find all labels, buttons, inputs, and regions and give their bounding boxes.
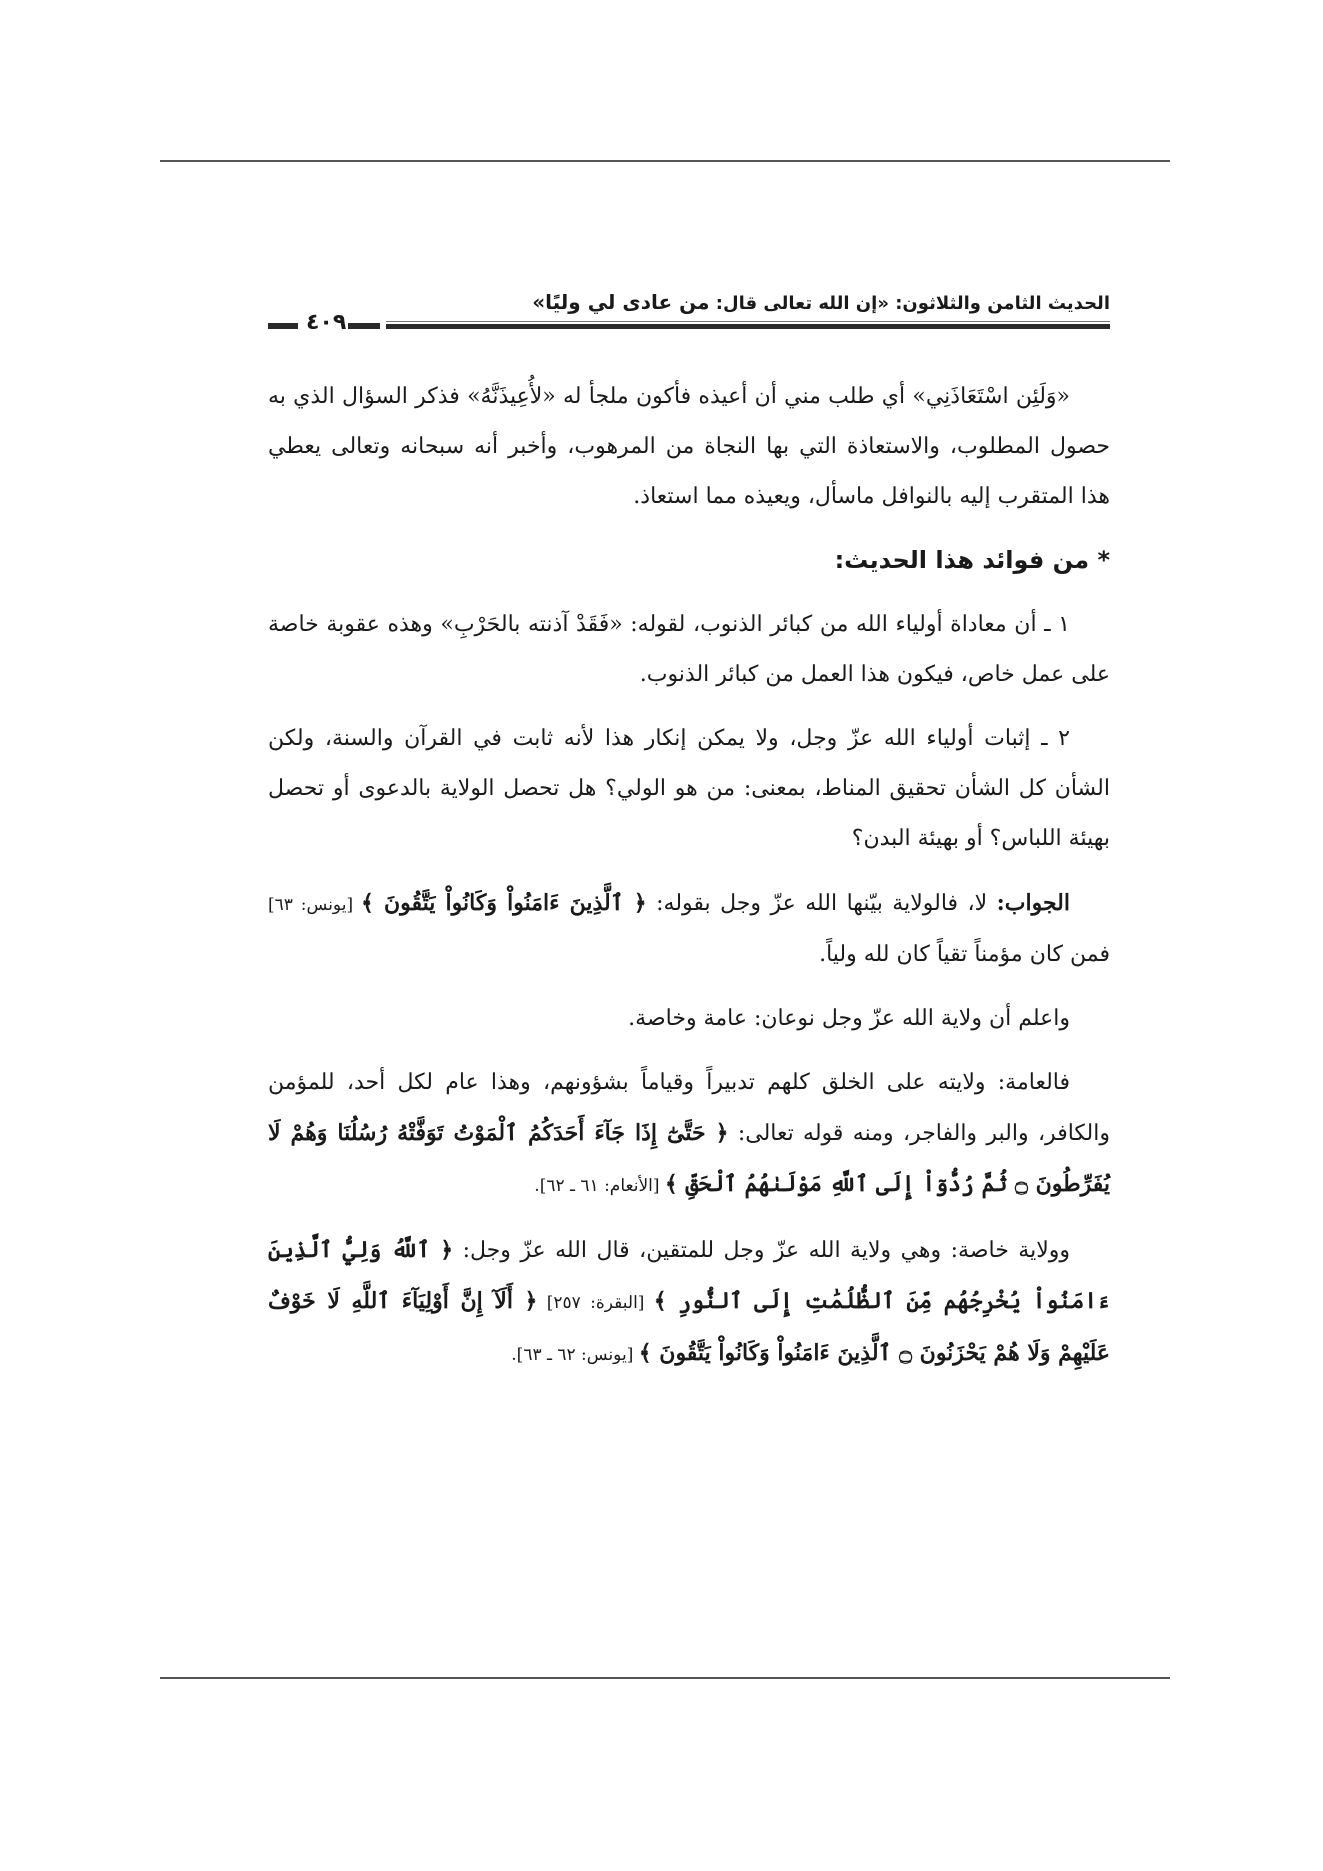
- paragraph-7: [268, 1225, 1110, 1380]
- verse-reference: [البقرة: ٢٥٧]: [537, 1293, 654, 1313]
- verse-reference: [يونس: ٦٣]: [268, 895, 361, 915]
- page-number-left-bar: [268, 323, 298, 329]
- paragraph-7-text: وولاية خاصة: وهي ولاية الله عزّ وجل للمتقين، قال الله عزّ وجل:: [453, 1238, 1070, 1263]
- verse-reference: [يونس: ٦٢ ـ ٦٣].: [511, 1345, 639, 1365]
- quran-verse: ﴿ أَلَآ إِنَّ أَوْلِيَآءَ ٱللَّهِ لَا خَوْفٌ عَلَيْهِمْ وَلَا هُمْ يَحْزَنُونَ ۝ ٱلَّذِينَ ءَامَنُواْ وَكَانُواْ يَتَّقُونَ ﴾: [268, 1288, 1110, 1366]
- header-title-prefix: الحديث الثامن والثلاثون: «إن الله تعالى قال:: [709, 293, 1110, 314]
- page-number-right-bar: [348, 323, 380, 329]
- paragraph-1: «وَلَئِن اسْتَعَاذَنِي» أي طلب مني أن أعيذه فأكون ملجأ له «لأُعِيذَنَّهُ» فذكر السؤال الذي به حصول المطلوب، والاستعاذة التي بها النجاة من المرهوب، وأخبر أنه سبحانه وتعالى يعطي هذا المتقرب إليه بالنوافل ماسأل، ويعيذه مما استعاذ.: [268, 384, 1110, 509]
- answer-label: الجواب:: [996, 890, 1070, 916]
- quran-verse: ﴿ حَتَّىٰٓ إِذَا جَآءَ أَحَدَكُمُ ٱلْمَوْتُ تَوَفَّتْهُ رُسُلُنَا وَهُمْ لَا يُفَرِّطُونَ ۝ ثُمَّ رُدُّوٓاْ إِلَى ٱللَّهِ مَوْلَىٰهُمُ ٱلْحَقِّ ﴾: [268, 1120, 1110, 1197]
- paragraph-6: [268, 1058, 1110, 1211]
- header-title: [532, 290, 1110, 314]
- quran-verse: ﴿ ٱلَّذِينَ ءَامَنُواْ وَكَانُواْ يَتَّقُونَ ﴾: [360, 890, 647, 916]
- paragraph-5: واعلم أن ولاية الله عزّ وجل نوعان: عامة وخاصة.: [628, 1006, 1070, 1031]
- running-header: [268, 290, 1110, 346]
- paragraph-4: [268, 878, 1110, 980]
- top-rule: [160, 160, 1170, 162]
- paragraph-4-text-a: لا، فالولاية بيّنها الله عزّ وجل بقوله:: [646, 891, 997, 916]
- header-thin-line: [386, 321, 1110, 322]
- bottom-rule: [160, 1677, 1170, 1679]
- header-thick-line: [386, 324, 1110, 329]
- paragraph-6-text: فالعامة: ولايته على الخلق كلهم تدبيراً وقياماً بشؤونهم، وهذا عام لكل أحد، للمؤمن والكافر، والبر والفاجر، ومنه قوله تعالى:: [268, 1070, 1111, 1146]
- paragraph-2: ١ ـ أن معاداة أولياء الله من كبائر الذنوب، لقوله: «فَقَدْ آذنته بالحَرْبِ» وهذه عقوبة خاصة على عمل خاص، فيكون هذا العمل من كبائر الذنوب.: [268, 612, 1110, 687]
- page-number: ٤٠٩: [306, 310, 347, 335]
- verse-reference: [الأنعام: ٦١ ـ ٦٢].: [534, 1176, 665, 1196]
- page-body: [268, 372, 1110, 1394]
- paragraph-4-text-b: فمن كان مؤمناً تقياً كان لله ولياً.: [819, 942, 1110, 967]
- quran-verse: ﴿ ٱللَّهُ وَلِيُّ ٱلَّذِينَ ءَامَنُواْ يُخْرِجُهُم مِّنَ ٱلظُّلُمَٰتِ إِلَى ٱلنُّورِ ﴾: [268, 1237, 1110, 1314]
- paragraph-3: ٢ ـ إثبات أولياء الله عزّ وجل، ولا يمكن إنكار هذا لأنه ثابت في القرآن والسنة، ولكن الشأن كل الشأن تحقيق المناط، بمعنى: من هو الولي؟ هل تحصل الولاية بالدعوى أو تحصل بهيئة اللباس؟ أو بهيئة البدن؟: [268, 726, 1110, 851]
- section-heading: * من فوائد هذا الحديث:: [834, 546, 1110, 574]
- header-title-emphasis: من عادى لي وليًا»: [532, 290, 710, 314]
